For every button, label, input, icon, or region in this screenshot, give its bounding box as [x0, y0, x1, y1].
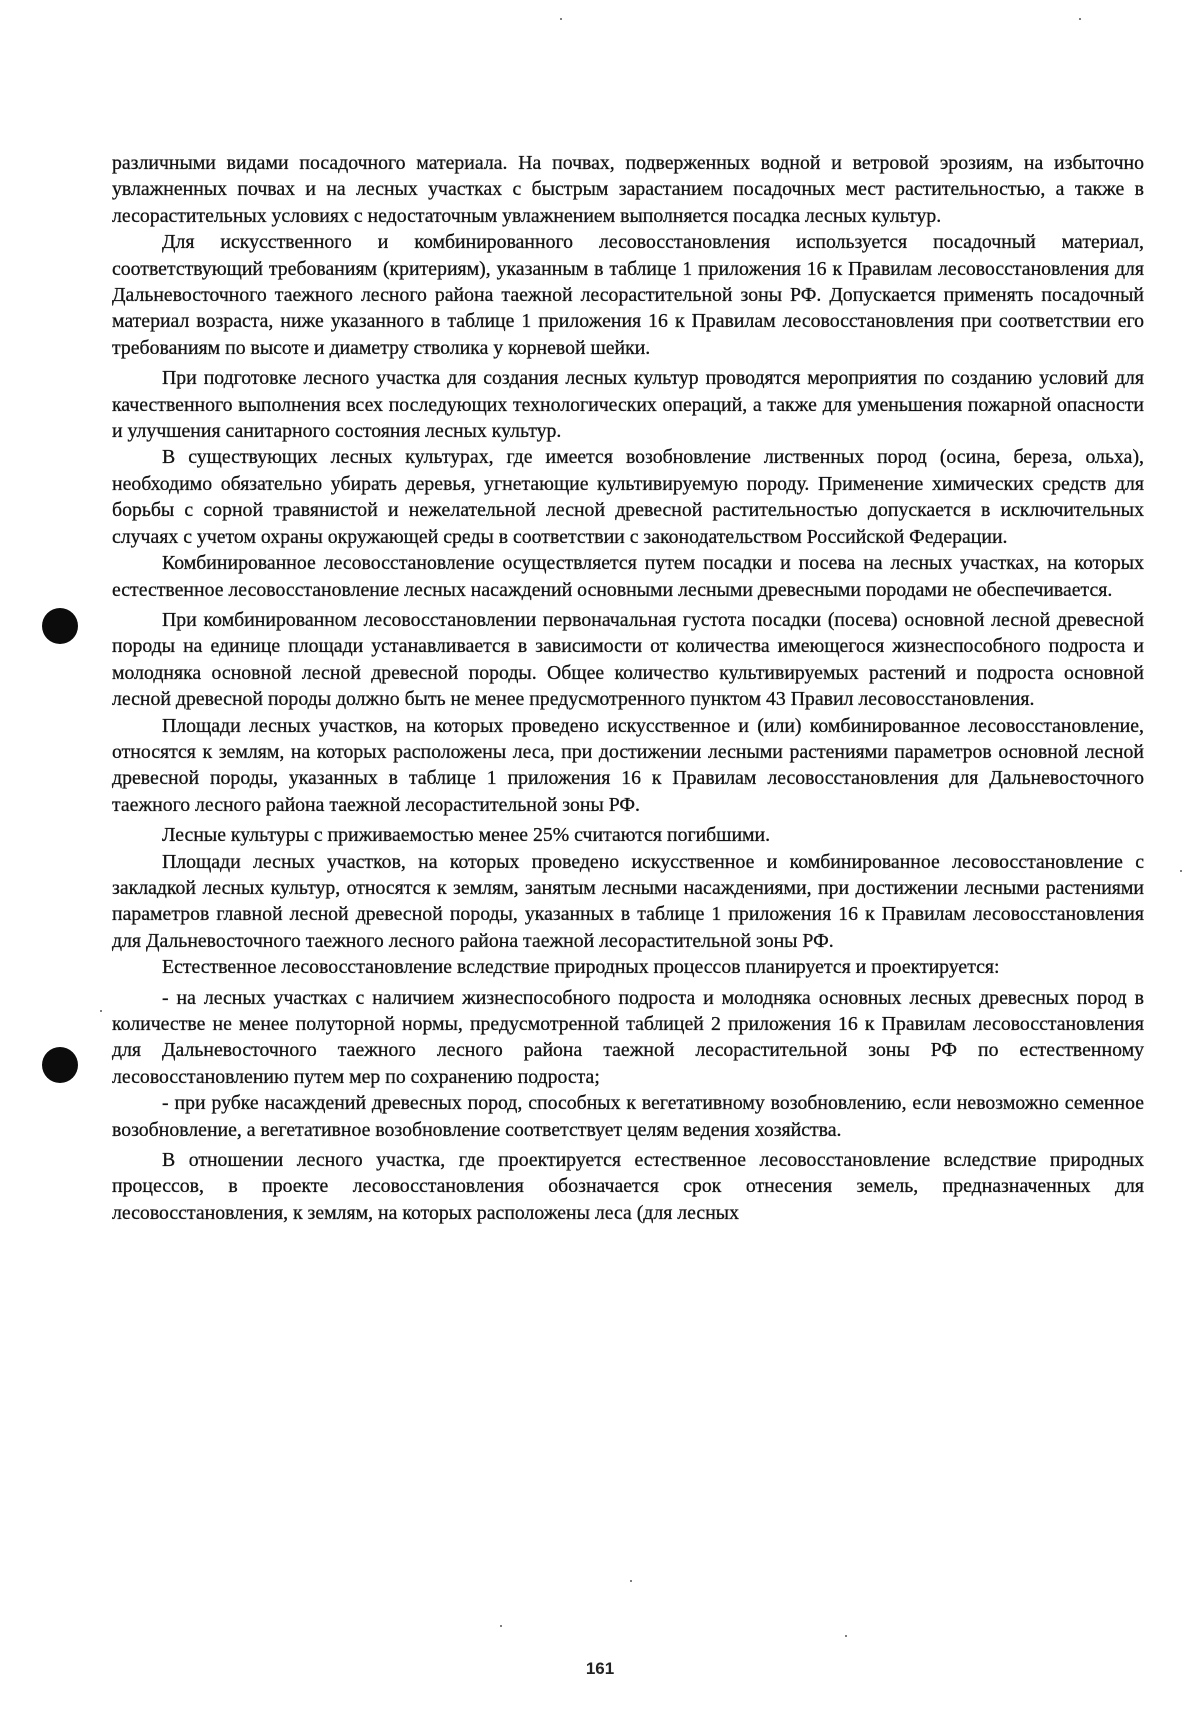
- scan-speck: [1180, 870, 1182, 872]
- document-body: [112, 150, 1144, 1226]
- scan-speck: [100, 1010, 102, 1012]
- paragraph-10: Естественное лесовосстановление вследствие природных процессов планируется и проектируется:: [162, 956, 1000, 979]
- paragraph-3: При подготовке лесного участка для создания лесных культур проводятся мероприятия по созданию условий для качественного выполнения всех последующих технологических операций, а также для уменьшения пожарной опасности и улучшения санитарного состояния лесных культур.: [112, 367, 1144, 443]
- paragraph-5: Комбинированное лесовосстановление осуществляется путем посадки и посева на лесных участках, на которых естественное лесовосстановление лесных насаждений основными лесными древесными породами не обеспечивается.: [112, 552, 1144, 601]
- scan-speck: [500, 1625, 502, 1627]
- paragraph-7: Площади лесных участков, на которых проведено искусственное и (или) комбинированное лесовосстановление, относятся к землям, на которых расположены леса, при достижении лесными растениями параметров основной лесной древесной породы, указанных в таблице 1 приложения 16 к Правилам лесовосстановления для Дальневосточного таежного лесного района таежной лесорастительной зоны РФ.: [112, 714, 1144, 816]
- paragraph-4: В существующих лесных культурах, где имеется возобновление лиственных пород (осина, береза, ольха), необходимо обязательно убирать деревья, угнетающие культивируемую породу. Применение химических средств для борьбы с сорной травянистой и нежелательной лесной древесной растительностью допускается в исключительных случаях с учетом охраны окружающей среды в соответствии с законодательством Российской Федерации.: [112, 446, 1144, 548]
- paragraph-12: - при рубке насаждений древесных пород, способных к вегетативному возобновлению, если невозможно семенное возобновление, а вегетативное возобновление соответствует целям ведения хозяйства.: [112, 1092, 1144, 1141]
- paragraph-8: Лесные культуры с приживаемостью менее 25% считаются погибшими.: [162, 824, 771, 847]
- paragraph-2: Для искусственного и комбинированного лесовосстановления используется посадочный материал, соответствующий требованиям (критериям), указанным в таблице 1 приложения 16 к Правилам лесовосстановления для Дальневосточного таежного лесного района таежной лесорастительной зоны РФ. Допускается применять посадочный материал возраста, ниже указанного в таблице 1 приложения 16 к Правилам лесовосстановления при соответствии его требованиям по высоте и диаметру стволика у корневой шейки.: [112, 231, 1144, 359]
- scan-speck: [845, 1635, 847, 1637]
- paragraph-1: различными видами посадочного материала. На почвах, подверженных водной и ветровой эрозиям, на избыточно увлажненных почвах и на лесных участках с быстрым зарастанием посадочных мест растительностью, а также в лесорастительных условиях с недостаточным увлажнением выполняется посадка лесных культур.: [112, 152, 1144, 227]
- scan-speck: [630, 1580, 632, 1582]
- scan-speck: [560, 18, 562, 20]
- paragraph-6: При комбинированном лесовосстановлении первоначальная густота посадки (посева) основной лесной древесной породы на единице площади устанавливается в зависимости от количества имеющегося жизнеспособного подроста и молодняка основной лесной древесной породы. Общее количество культивируемых растений и подроста основной лесной древесной породы должно быть не менее предусмотренного пунктом 43 Правил лесовосстановления.: [112, 608, 1144, 711]
- scan-speck: [1079, 18, 1081, 20]
- punch-hole-top: [42, 608, 78, 644]
- page-number: 161: [585, 1659, 615, 1678]
- paragraph-11: - на лесных участках с наличием жизнеспособного подроста и молодняка основных лесных древесных пород в количестве не менее полуторной нормы, предусмотренной таблицей 2 приложения 16 к Правилам лесовосстановления для Дальневосточного таежного лесного района таежной лесорастительной зоны РФ по естественному лесовосстановлению путем мер по сохранению подроста;: [112, 986, 1144, 1088]
- punch-hole-bottom: [42, 1047, 78, 1083]
- paragraph-13: В отношении лесного участка, где проектируется естественное лесовосстановление вследствие природных процессов, в проекте лесовосстановления обозначается срок отнесения земель, предназначенных для лесовосстановления, к землям, на которых расположены леса (для лесных: [112, 1149, 1144, 1224]
- paragraph-9: Площади лесных участков, на которых проведено искусственное и комбинированное лесовосстановление с закладкой лесных культур, относятся к землям, занятым лесными насаждениями, при достижении лесными растениями параметров главной лесной древесной породы, указанных в таблице 1 приложения 16 к Правилам лесовосстановления для Дальневосточного таежного лесного района таежной лесорастительной зоны РФ.: [112, 850, 1144, 952]
